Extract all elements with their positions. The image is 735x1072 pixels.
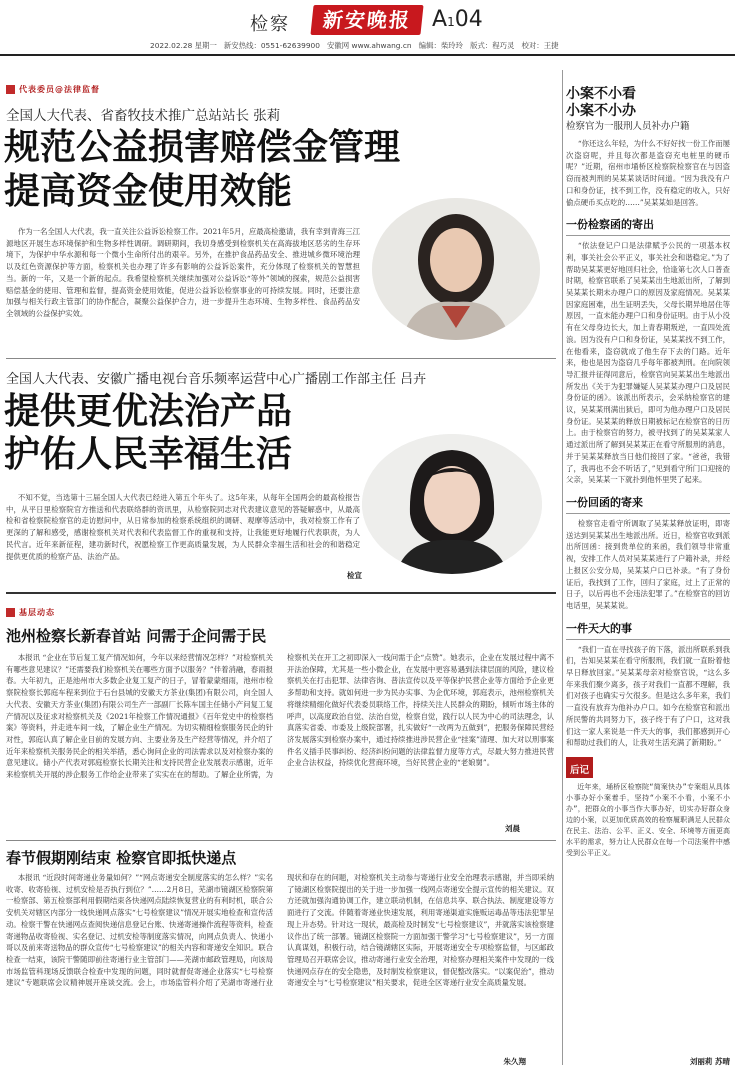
article2-title-line2: 护佑人民幸福生活 [4,434,293,475]
section-name: 检察 [250,14,290,35]
article4-byline: 朱久翔 [503,1057,526,1066]
divider-3 [6,840,556,841]
date-line: 2022.02.28 星期一 [150,41,217,50]
right-header-line2: 小案不小办 [566,103,636,119]
paper-name: 新安晚报 [321,8,413,32]
page-num: 04 [454,7,483,32]
article2-body: 不知不觉，当选第十三届全国人大代表已经进入第五个年头了。这5年来，从每年全国两会的最高检报告中，从平日里检察院官方推送和代表联络群的资讯里，从检察院同志对代表建议意见的答疑解惑中，从最高检和省检察院检察官的走访慰问中，从日常参加的检察系统组织的调研、观摩等活动中，我对检察工作有了更深的了解和感受，感谢检察机关对代表和代表监督工作的重视和支持，让我能更好地履行代表职责，为人民代言。近年来新征程，建功新时代，祝愿检察工作更高质量发展，为人民群众幸福生活和社会的和谐稳定提供更优质的检察产品、法治产品。 [6,493,360,561]
portrait-lv-hui-image [362,434,542,574]
article4-title: 春节假期刚结束 检察官即抵快递点 [6,849,237,867]
article2-subtitle: 全国人大代表、安徽广播电视台音乐频率运营中心广播剧工作部主任 吕卉 [6,372,427,387]
designer: 版式：程巧灵 [470,41,515,50]
afterword-body: 近年来，埇桥区检察院“简案快办”专案组从具体小事办好小案着手，坚持“小案不小看，小案不小办”，把群众的小事当作大事办好，切实办好群众身边的小案，以更加优质高效的检察履职满足人民群众在民主、法治、公平、正义、安全、环境等方面更高水平的需求，努力让人民群众在每一个司法案件中感受到公平正义。 [566,782,730,857]
article3-body: 本报讯 “企业在节后复工复产情况如何，今年以来经营情况怎样？”对检察机关有哪些意见建议？”还需要我们检察机关在哪些方面予以服务？”伴着消融，春雨报春。大年初九，正是池州市大多数企业复工复产的日子，冒着蒙蒙细雨，池州市检察院检察长郭庭车程来到位于石台县城的安徽天方茶业(集团)有限公司，向全国人大代表、安徽天方茶业(集团)有限公司生产一部副厂长陈车国主任储小产问复工复产情况以及征求对检察机关及《2021年检察工作情况通报》《百年党史中的检察档案》等资料，并走进车间一线，了解企业生产情况。为切实精细检察服务民企的针对性，郭庭认真了解企业目前的发展方向、主要业务及生产经营等情况，并介绍了近年来检察机关服务民企的相关举措，悉心询问企业的司法需求以及对检察办案的意见建议。储小产代表对郭庭检察长长期关注和支持民营企业发展表示感谢，近年来检察机关开展的涉企服务工作给企业带来了实实在在的帮助。了解企业所需，为检察机关在开工之初即深入一线问需于企“点赞”。她表示，企业在发展过程中离不开法治保障，尤其是一些小微企业，在发展中更容易遇到法律层面的风险，建议检察机关在打击犯罪、法律咨询、普法宣传以及平等保护民营企业等方面给予企业更多帮助和支持。就如何进一步为民办实事、为企优环境，郭庭表示，池州检察机关将继续精细化做好代表委员联络工作，持续关注人民群众的期盼，倾听市场主体的呼声，以高度政治自觉、法治自觉，检察自觉，践行以人民为中心的司法理念，认真落实省委、市委及上级院部署，扎实做好“一改两为五做到”，把服务保障民营经济发展落实到检察办案中，通过持续推进涉民营企业“挂案”清理、加大对以刑事案件名义插手民事纠纷、经济纠纷问题的法律监督力度等方式，尽最大努力推进民营企业合法权益，持续优化营商环境，当好民营企业的“老娘舅”。 [6,653,554,780]
section-label-deputies: 代表委员@法律监督 [6,84,306,95]
section-label-grassroots: 基层动态 [6,607,206,618]
article1-body: 作为一名全国人大代表，我一直关注公益诉讼检察工作。2021年5月，应最高检邀请，我有幸到青海三江源地区开展生态环境保护和生物多样性调研。调研期间，我切身感受到检察机关在高海拔地区恶劣的生存环境下，为保护中华水源和每一个微小生命所付出的艰辛。另外，在推护食品药品安全、推进城乡微环境治理以及红色资源保护等方面，检察机关也办理了许多有影响的公益诉讼案件，充分体现了检察机关的智慧担当。新的一年，又是一个新的起点。我希望检察机关继续加强对公益诉讼“等外”领域的探索，规范公益损害赔偿基金的使用、管理和监督，提高资金使用效能，促进公益诉讼检察事业的可持续发展。同时，还要注意加强与相关行政主管部门的协作配合，凝聚公益保护合力，进一步提升生态环境、生物多样性、食品药品安全领域的公益保护实效。 [6,227,360,318]
paper-logo [310,5,423,35]
portrait-lv-hui [362,434,542,574]
article2-title-line1: 提供更优法治产品 [4,391,293,432]
article2-byline: 检宣 [347,571,362,580]
right-column [566,86,730,1072]
right-intro: “你还这么年轻，为什么不好好找一份工作而屡次盗窃呢，并且每次都是盗窃充电桩里的硬币呢？”近期，宿州市埇桥区检察院检察官在与因盗窃而被判刑的吴某某谈话时问道。“因为我没有户口和身份证，找不到工作，没有稳定的收入，只好偷点硬币买点吃的……”吴某某如是回答。 [566,139,730,207]
article4-body: 本报讯 “近段时间寄递业务量如何？”“网点寄递安全制度落实的怎么样？”实名收寄、收寄验视、过机安检是否执行到位？”……2月8日，芜湖市镜湖区检察院第一检察部、第五检察部利用假期结束各快递网点陆续恢复营业的有利时机，联合公安机关对辖区内部分一线快递网点落实“七号检察建议”情况开展实地检查和宣传活动。检察干警在快递网点查阅快递信息登记台账、快递寄递操作流程等资料，检查寄递物品收寄验视、实名登记、过机安检等制度落实情况，向网点负责人、快递小哥以及前来寄送物品的群众宣传“七号检察建议”的相关内容和寄递安全知识。联合检查一结束，该院干警随即前往寄递行业主管部门——芜湖市邮政管理局，向该局市场监管科现场反馈联合检查中发现的问题，同时就督促寄递企业落实“七号检察建议”专题联席会议精神展开座谈交流。会上，市场监管科介绍了芜湖市寄递行业现状和存在的问题，对检察机关主动参与寄递行业安全治理表示感谢，并当即采纳了镜湖区检察院提出的关于进一步加强一线网点寄递安全提示宣传的相关建议。双方还就加强沟通协调工作，建立联动机制，在信息共享、联合执法、制度建设等方面进行了交流。伴随着寄递业快速发展，利用寄递渠道实施贩运毒品等违法犯罪呈现上升态势。针对这一现状，最高检及时制发“七号检察建议”，并就落实该检察建议作出了统一部署。镜湖区检察院一方面加强干警学习“七号检察建议”，另一方面认真谋划，积极行动，结合镜湖辖区实际，开展寄递安全专项检察监督，与区邮政管理局召开联席会议，推动寄递行业安全治理，对检察办理相关案件中发现的一线快递网点存在的安全隐患，及时制发检察建议，督促整改落实。“以案促治”，推动寄递安全与“七号检察建议”相关要求，促进全区寄递行业安全高质量发展。 [6,873,554,988]
article3-byline: 刘晨 [505,824,520,833]
proofreader: 校对：王捷 [521,41,559,50]
section-marker-icon [6,608,15,617]
afterword-label: 后记 [566,757,593,778]
hotline: 新安热线：0551-62639900 [223,41,320,50]
divider-1 [6,358,556,359]
divider-2 [6,592,556,594]
masthead [0,0,735,58]
right-section2-body: 检察官走看守所调取了吴某某释放证明，即寄送达到吴某某出生地派出所。近日，检察官收到派出所回函：接到贵单位的来函，我们领导非常重视，安排工作人员对吴某某进行了户籍补录，并经上报区公安分局，吴某某户口已补录。“有了身份证后，我找到了工作，回归了家庭，过上了正常的日子，以后再也不会违法犯罪了。”在检察官的回访电话里，吴某某说。 [566,518,730,610]
article3-title: 池州检察长新春首站 问需于企问需于民 [6,627,267,645]
right-subtitle: 检察官为一服刑人员补办户籍 [566,121,690,132]
right-subhead-2: 一份回函的寄来 [566,494,730,514]
page-number [432,7,483,32]
section-marker-icon [6,85,15,94]
right-subhead-1: 一份检察函的寄出 [566,216,730,236]
masthead-rule [0,54,735,56]
right-header-line1: 小案不小看 [566,86,636,102]
masthead-info [150,40,710,51]
portrait-zhang-li-image [372,198,540,340]
right-subhead-3: 一件天大的事 [566,620,730,640]
right-section3-body: “我们一直在寻找孩子的下落，派出所联系到我们，告知吴某某在看守所服刑，我们就一直盼着他早日释放回家。”吴某某母亲对检察官说，“这么多年来我们聚少离多，孩子对我们一直都不理解，我们对孩子也确实亏欠很多。但是这么多年来，我们一直没有放弃为他补办户口。如今在检察官和派出所民警的共同努力下，孩子终于有了户口，这对我们这一家人来说是一件天大的事，我们都感到开心和帮助过我们的人，让我对生活充满了新期盼。” [566,644,730,748]
page-sup: 1 [447,15,455,29]
site: 安徽网 www.ahwang.cn [327,41,412,50]
article1-subtitle: 全国人大代表、省畜牧技术推广总站站长 张莉 [6,108,281,124]
page-letter: A [432,7,448,32]
right-section1-body: “依法登记户口是法律赋予公民的一项基本权利，事关社会公平正义，事关社会和谐稳定。”为了帮助吴某某更好地回归社会，恰逢第七次人口普查时期，检察官联系了吴某某出生地派出所，了解到吴某某长期未办理户口的原因及家庭情况。吴某某因家庭困难，出生证明丢失，父母长期异地居住等原因，一直未能办理户口和身份证明。由于从小没有在父母身边长大，加上青春期叛逆，一直四处流浪。因为没有户口和身份证，吴某某找不到工作，在他看来，盗窃就成了他生存下去的门路。近年来，他也是因为盗窃几乎每年都被判刑。在向院领导汇报并征得同意后，检察官向吴某某出生地派出所发出《关于为犯罪嫌疑人吴某某办理户口及居民身份证的函》。该派出所表示，会采纳检察官的建议，吴某某刑满出狱后，即可为他办理户口及居民身份证。吴某某的释放日期被标记在检察官的日历上。由于检察官的努力，被寻找到了的吴某某家人通过派出所了解到吴某某正在看守所服刑的消息，并于吴某某释放当日他们接回了家。“爸爸，我错了，我再也不会不听话了，”见到看守所门口迎接的父亲，吴某某一下就扑到他怀里哭了起来。 [566,241,730,485]
column-divider [562,70,563,1065]
article1-title-line2: 提高资金使用效能 [4,171,293,212]
article1-title-line1: 规范公益损害赔偿金管理 [4,127,401,168]
editor: 编辑：柴玲玲 [418,41,464,50]
portrait-zhang-li [372,198,540,340]
right-byline: 刘丽莉 苏晴 [689,1057,730,1066]
